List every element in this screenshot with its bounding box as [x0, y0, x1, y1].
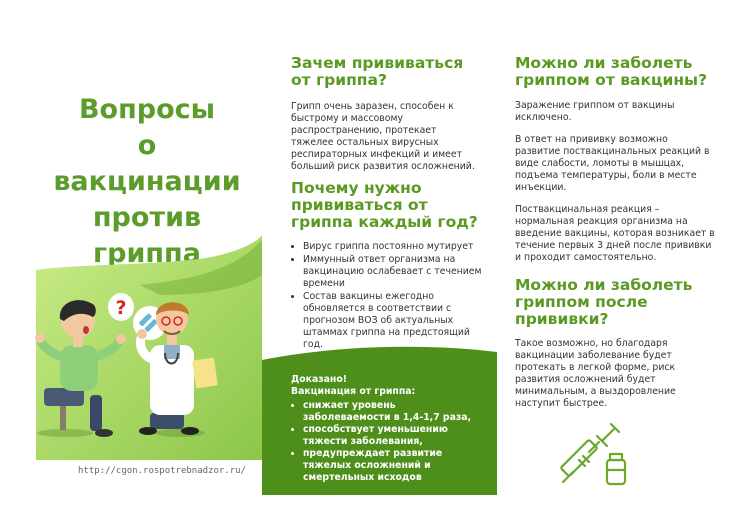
list-item: • снижает уровень заболеваемости в 1,4-1,7 раза,	[303, 400, 486, 424]
list-item: • Вирус гриппа постоянно мутирует	[303, 241, 486, 253]
syringe-vial-icon	[559, 408, 639, 488]
section-heading	[291, 55, 481, 89]
heading-line: гриппом от вакцины?	[515, 71, 708, 89]
section-text: Грипп очень заразен, способен к быстрому и массовому распространению, протекает тяжелее остальных вирусных респираторных инфекций и имеет больший риск развития осложнений.	[291, 101, 475, 172]
section-why-vaccinate	[291, 55, 481, 173]
title-line: Вопросы	[78, 94, 216, 125]
box-wave	[262, 342, 497, 362]
question-bubble	[108, 293, 134, 321]
heading-line: Зачем прививаться	[291, 54, 464, 72]
section-every-year	[291, 180, 486, 352]
list-item: • Состав вакцины ежегодно обновляется в соответствии с прогнозом ВОЗ об актуальных штаммах гриппа на предстоящий год.	[303, 291, 486, 351]
list-item: • предупреждает развитие тяжелых осложнений и смертельных исходов	[303, 448, 486, 484]
section-text: Такое возможно, но благодаря вакцинации заболевание будет протекать в легкой форме, риск развития осложнений будет минимальным, а выздоровление наступит быстрее.	[515, 338, 676, 409]
illustration	[0, 235, 262, 460]
section-from-vaccine	[515, 55, 715, 264]
heading-line: Можно ли заболеть	[515, 54, 693, 72]
right-panel	[497, 0, 735, 510]
list-item: • Иммунный ответ организма на вакцинацию ослабевает с течением времени	[303, 254, 486, 290]
heading-line: прививки?	[515, 310, 609, 328]
section-heading	[515, 55, 715, 89]
source-url[interactable]: http://cgon.rospotrebnadzor.ru/	[78, 466, 246, 476]
proven-subtitle: Вакцинация от гриппа:	[291, 386, 416, 397]
heading-line: Можно ли заболеть	[515, 276, 693, 294]
proven-box	[262, 360, 497, 495]
title-line: против гриппа	[92, 202, 202, 269]
proven-list	[291, 400, 486, 484]
proven-title: Доказано!	[291, 374, 347, 385]
list-item: • способствует уменьшению тяжести заболевания,	[303, 424, 486, 448]
section-heading	[515, 277, 715, 328]
heading-line: гриппа каждый год?	[291, 213, 478, 231]
reasons-list	[291, 241, 486, 351]
heading-line: от гриппа?	[291, 71, 387, 89]
section-after-vaccination	[515, 277, 715, 410]
section-text: Заражение гриппом от вакцины исключено.	[515, 100, 675, 123]
section-text: Поствакцинальная реакция – нормальная реакция организма на введение вакцины, которая возникает в течение первых 3 дней после прививки и проходит самостоятельно.	[515, 204, 715, 263]
heading-line: Почему нужно	[291, 179, 422, 197]
section-text: В ответ на прививку возможно развитие поствакцинальных реакций в виде слабости, ломоты в мышцах, подъема температуры, боли в месте инъекции.	[515, 134, 710, 193]
question-mark: ?	[115, 297, 127, 319]
heading-line: прививаться от	[291, 196, 428, 214]
section-heading	[291, 180, 486, 231]
title-line: о вакцинации	[53, 130, 241, 197]
left-panel	[0, 0, 262, 510]
heading-line: гриппом после	[515, 293, 648, 311]
